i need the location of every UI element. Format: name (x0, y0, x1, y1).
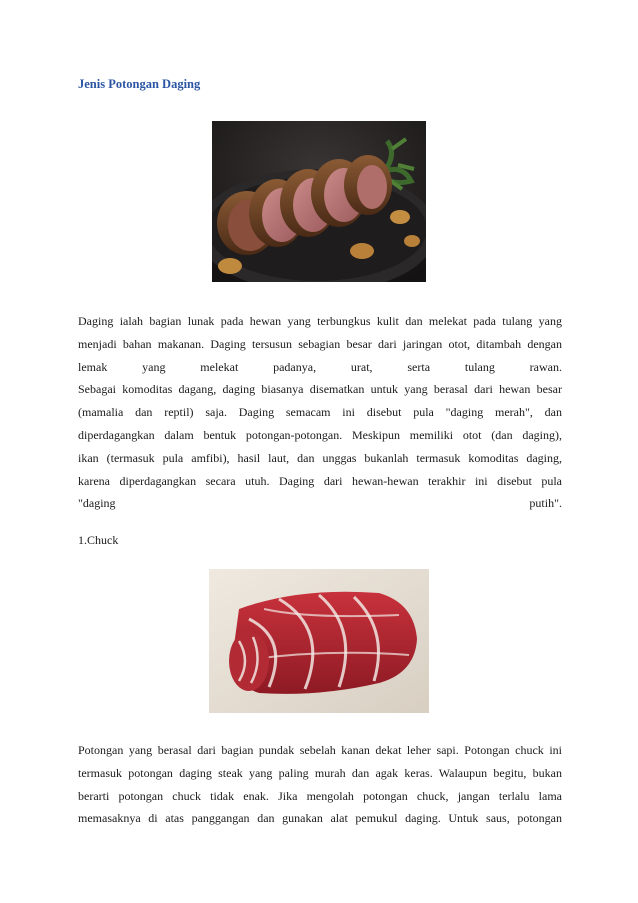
text-line: karena diperdagangkan secara utuh. Daging dari hewan-hewan terakhir ini disebut pula (78, 473, 562, 488)
text-line: Potongan yang berasal dari bagian pundak sebelah kanan dekat leher sapi. Potongan chuck ini (78, 743, 562, 757)
text-line: berarti potongan chuck tidak enak. Jika mengolah potongan chuck, jangan terlalu lama (78, 788, 562, 803)
text-line: Sebagai komoditas dagang, daging biasanya disematkan untuk yang berasal dari hewan besar (78, 382, 562, 397)
chuck-paragraph (78, 739, 562, 830)
text-line: diperdagangkan dalam bentuk potongan-potongan. Meskipun memiliki otot (dan daging), (78, 427, 562, 442)
text-line: memasaknya di atas panggangan dan gunakan alat pemukul daging. Untuk saus, potongan (78, 811, 562, 826)
intro-paragraph (78, 310, 562, 515)
sliced-steak-image (212, 121, 426, 282)
text-line: Daging ialah bagian lunak pada hewan yang terbungkus kulit dan melekat pada tulang yang (78, 314, 562, 328)
text-line: termasuk potongan daging steak yang paling murah dan agak keras. Walaupun begitu, bukan (78, 765, 562, 780)
text-line: ikan (termasuk pula amfibi), hasil laut, dan unggas bukanlah termasuk komoditas daging, (78, 450, 562, 465)
section-heading-chuck: 1.Chuck (78, 533, 119, 547)
text-line: "daging putih". (78, 496, 562, 511)
text-line: menjadi bahan makanan. Daging tersusun sebagian besar dari jaringan otot, ditambah dengan (78, 336, 562, 351)
document-title: Jenis Potongan Daging (78, 77, 201, 91)
text-line: lemak yang melekat padanya, urat, serta tulang rawan. (78, 359, 562, 374)
raw-chuck-image (209, 569, 429, 713)
text-line: (mamalia dan reptil) saja. Daging semacam ini disebut pula "daging merah", dan (78, 405, 562, 420)
